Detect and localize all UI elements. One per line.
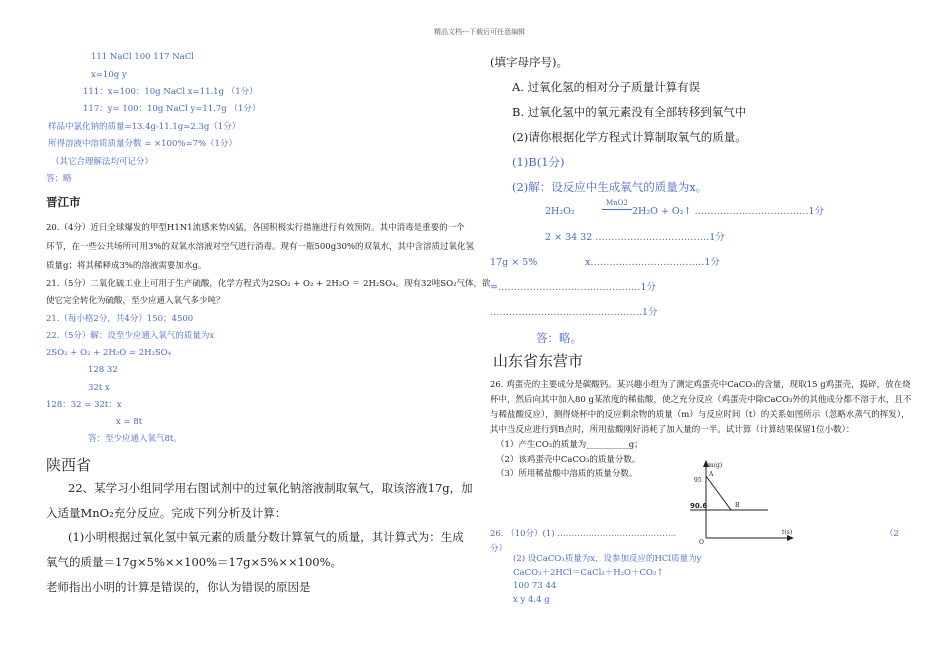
calc-line: 111：x=100：10g NaCl x=11.1g （1分）: [83, 87, 258, 97]
question-line: 20.（4分）近日全球爆发的甲型H1N1流感来势凶猛，各国积极实行措施进行有效预防。其中消毒是重要的一个: [46, 223, 465, 233]
question-line: 26. 鸡蛋壳的主要成分是碳酸钙。某兴趣小组为了测定鸡蛋壳中CaCO₃的含量，现取15 g鸡蛋壳，捣碎，放在烧: [490, 380, 911, 390]
mass-time-graph: [686, 458, 796, 548]
calc-line: x=10g y: [91, 70, 127, 80]
answer-line: 100 73 44: [513, 581, 557, 591]
calc-line: 111 NaCl 100 117 NaCl: [91, 52, 194, 62]
point-label-a: A: [709, 471, 714, 478]
answer-line: =………………………………………1分: [490, 282, 657, 293]
calc-line: 117：y= 100：10g NaCl y=11.7g （1分）: [83, 104, 261, 114]
question-line: （1）产生CO₂的质量为__________g；: [496, 440, 643, 450]
problem-line: (1)小明根据过氧化氢中氧元素的质量分数计算氧气的质量，其计算式为：生成: [68, 530, 464, 544]
equation-left: 2H₂O₂: [545, 206, 575, 217]
section-title-jinjiang: 晋江市: [46, 195, 81, 209]
page-header: 精品文档---下载后可任意编辑: [434, 28, 526, 36]
calc-line: 样品中氯化钠的质量=13.4g-11.1g=2.3g（1分）: [48, 122, 241, 132]
answer-line: x………………………………1分: [585, 257, 720, 268]
answer-line: 26. （10分）(1) ……………………………………: [490, 529, 677, 539]
calc-line: 所得溶液中溶质质量分数 = ×100%=7%（1分）: [48, 139, 237, 149]
answer-line: 答：略。: [536, 331, 582, 345]
problem-line: 氧气的质量＝17g×5%××100%＝17g×5%××100%。: [46, 555, 343, 569]
answer-line: 17g × 5%: [490, 257, 538, 268]
point-label-b: B: [735, 502, 740, 509]
question-line: （3）所用稀盐酸中溶质的质量分数。: [496, 469, 638, 479]
catalyst-label: MnO2: [606, 199, 628, 207]
question-line: 21.（5分）二氧化硫工业上可用于生产硫酸，化学方程式为2SO₂ + O₂ + 2H₂O ＝ 2H₂SO₄。现有32吨SO₂气体，欲: [46, 279, 491, 289]
question-line: 与稀盐酸反应），测得烧杯中的反应剩余物的质量（m）与反应时间（t）的关系如图所示（忽略水蒸气的挥发），: [490, 410, 910, 420]
question-line: 杯中，然后向其中加入80 g某浓度的稀盐酸，使之充分反应（鸡蛋壳中除CaCO₃外的其他成分都不溶于水，且不: [490, 395, 912, 405]
answer-line: x y 4.4 g: [513, 595, 550, 605]
answer-line: …………………………………………1分: [490, 307, 658, 318]
calc-line: （其它合理解法均可记分）: [51, 157, 154, 167]
problem-line: 老师指出小明的计算是错误的，你认为错误的原因是: [46, 580, 311, 594]
answer-line: （2: [885, 529, 899, 539]
problem-line: B. 过氧化氢中的氧元素没有全部转移到氧气中: [512, 105, 747, 119]
answer-line: (2)解：设反应中生成氧气的质量为x。: [512, 180, 708, 194]
y-tick-label: 90.6: [690, 502, 708, 510]
question-line: 使它完全转化为硫酸，至少应通入氧气多少吨？: [46, 296, 225, 306]
section-title-shaanxi: 陕西省: [46, 456, 92, 474]
question-line: （2）该鸡蛋壳中CaCO₃的质量分数。: [496, 455, 641, 465]
catalyst-bar: [602, 209, 632, 210]
answer-line: CaCO₃＋2HCl＝CaCl₂＋H₂O＋CO₂↑: [513, 568, 664, 578]
answer-line: 128 32: [88, 365, 118, 375]
answer-line: 22.（5分）解：设至少应通入氧气的质量为x: [46, 331, 215, 341]
answer-line: 2SO₂ + O₂ + 2H₂O = 2H₂SO₄: [46, 348, 172, 358]
answer-line: 分）: [490, 544, 508, 554]
x-axis-label: t(s): [782, 529, 793, 536]
answer-line: (2) 设CaCO₃质量为x，设参加反应的HCl质量为y: [513, 554, 702, 564]
equation-right: 2H₂O + O₂↑ ………………………………1分: [632, 206, 825, 217]
problem-line: (2)请你根据化学方程式计算制取氧气的质量。: [512, 130, 747, 144]
problem-line: (填字母序号)。: [490, 55, 568, 69]
section-title-dongying: 山东省东营市: [493, 352, 584, 370]
answer-line: (1)B(1分): [512, 155, 565, 169]
y-tick-label: 95: [694, 477, 702, 484]
answer-line: 21.（每小格2分，共4分）150；4500: [46, 314, 194, 324]
answer-line: 2 × 34 32 ………………………………1分: [545, 232, 725, 243]
question-line: 其中当反应进行到B点时，所用盐酸刚好消耗了加入量的一半。试计算（计算结果保留1位小数）：: [490, 425, 855, 435]
y-axis-label: m(g): [708, 462, 723, 469]
problem-line: 22、某学习小组同学用右图试剂中的过氧化钠溶液制取氧气，取该溶液17g，加: [68, 481, 473, 495]
answer-line: 128：32 = 32t：x: [46, 400, 122, 410]
question-line: 环节，在一些公共场所可用3%的双氧水溶液对空气进行消毒。现有一瓶500g30%的双氧水，其中含溶质过氧化氢: [46, 242, 475, 252]
question-line: 质量g；将其稀释成3%的溶液需要加水g。: [46, 261, 207, 271]
answer-line: x = 8t: [116, 417, 143, 427]
problem-line: 入适量MnO₂充分反应。完成下列分析及计算：: [46, 506, 287, 520]
answer-line: 答：至少应通入氧气8t。: [88, 434, 182, 444]
answer-line: 32t x: [88, 383, 110, 393]
origin-label: O: [699, 539, 704, 546]
problem-line: A. 过氧化氢的相对分子质量计算有误: [512, 80, 701, 94]
calc-line: 答：略: [46, 174, 72, 184]
curve-segment-descent: [706, 476, 731, 510]
